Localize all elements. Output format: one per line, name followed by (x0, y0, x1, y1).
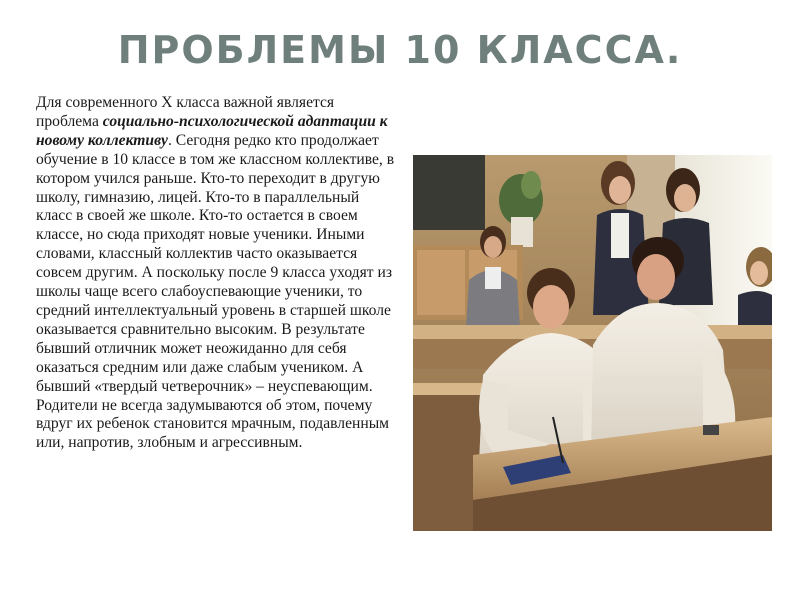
paragraph-rest: . Сегодня редко кто продолжает обучение в 10 классе в том же классном коллективе, в котором учился раньше. Кто-то переходит в другую школу, гимназию, лицей. Кто-то в параллельный класс в своей же школе. Кто-то остается в своем классе, но сюда приходят новые ученики. Иными словами, классный коллектив часто оказывается совсем другим. А поскольку после 9 класса уходят из школы чаще всего слабоуспевающие ученики, то средний интеллектуальный уровень в старшей школе оказывается сравнительно высоким. В результате бывший отличник может неожиданно для себя оказаться средним или даже слабым учеником. А бывший «твердый четверочник» – неуспевающим. Родители не всегда задумываются об этом, почему вдруг их ребенок становится мрачным, подавленным или, напротив, злобным и агрессивным. (36, 131, 395, 452)
body-paragraph (36, 94, 398, 453)
classroom-photo (413, 155, 772, 531)
paragraph-emphasis: социально-психологической адаптации к новому коллективу (36, 112, 388, 149)
paragraph-intro: Для современного Х класса важной является проблема (36, 94, 335, 130)
slide-title: ПРОБЛЕМЫ 10 КЛАССА. (117, 28, 683, 72)
